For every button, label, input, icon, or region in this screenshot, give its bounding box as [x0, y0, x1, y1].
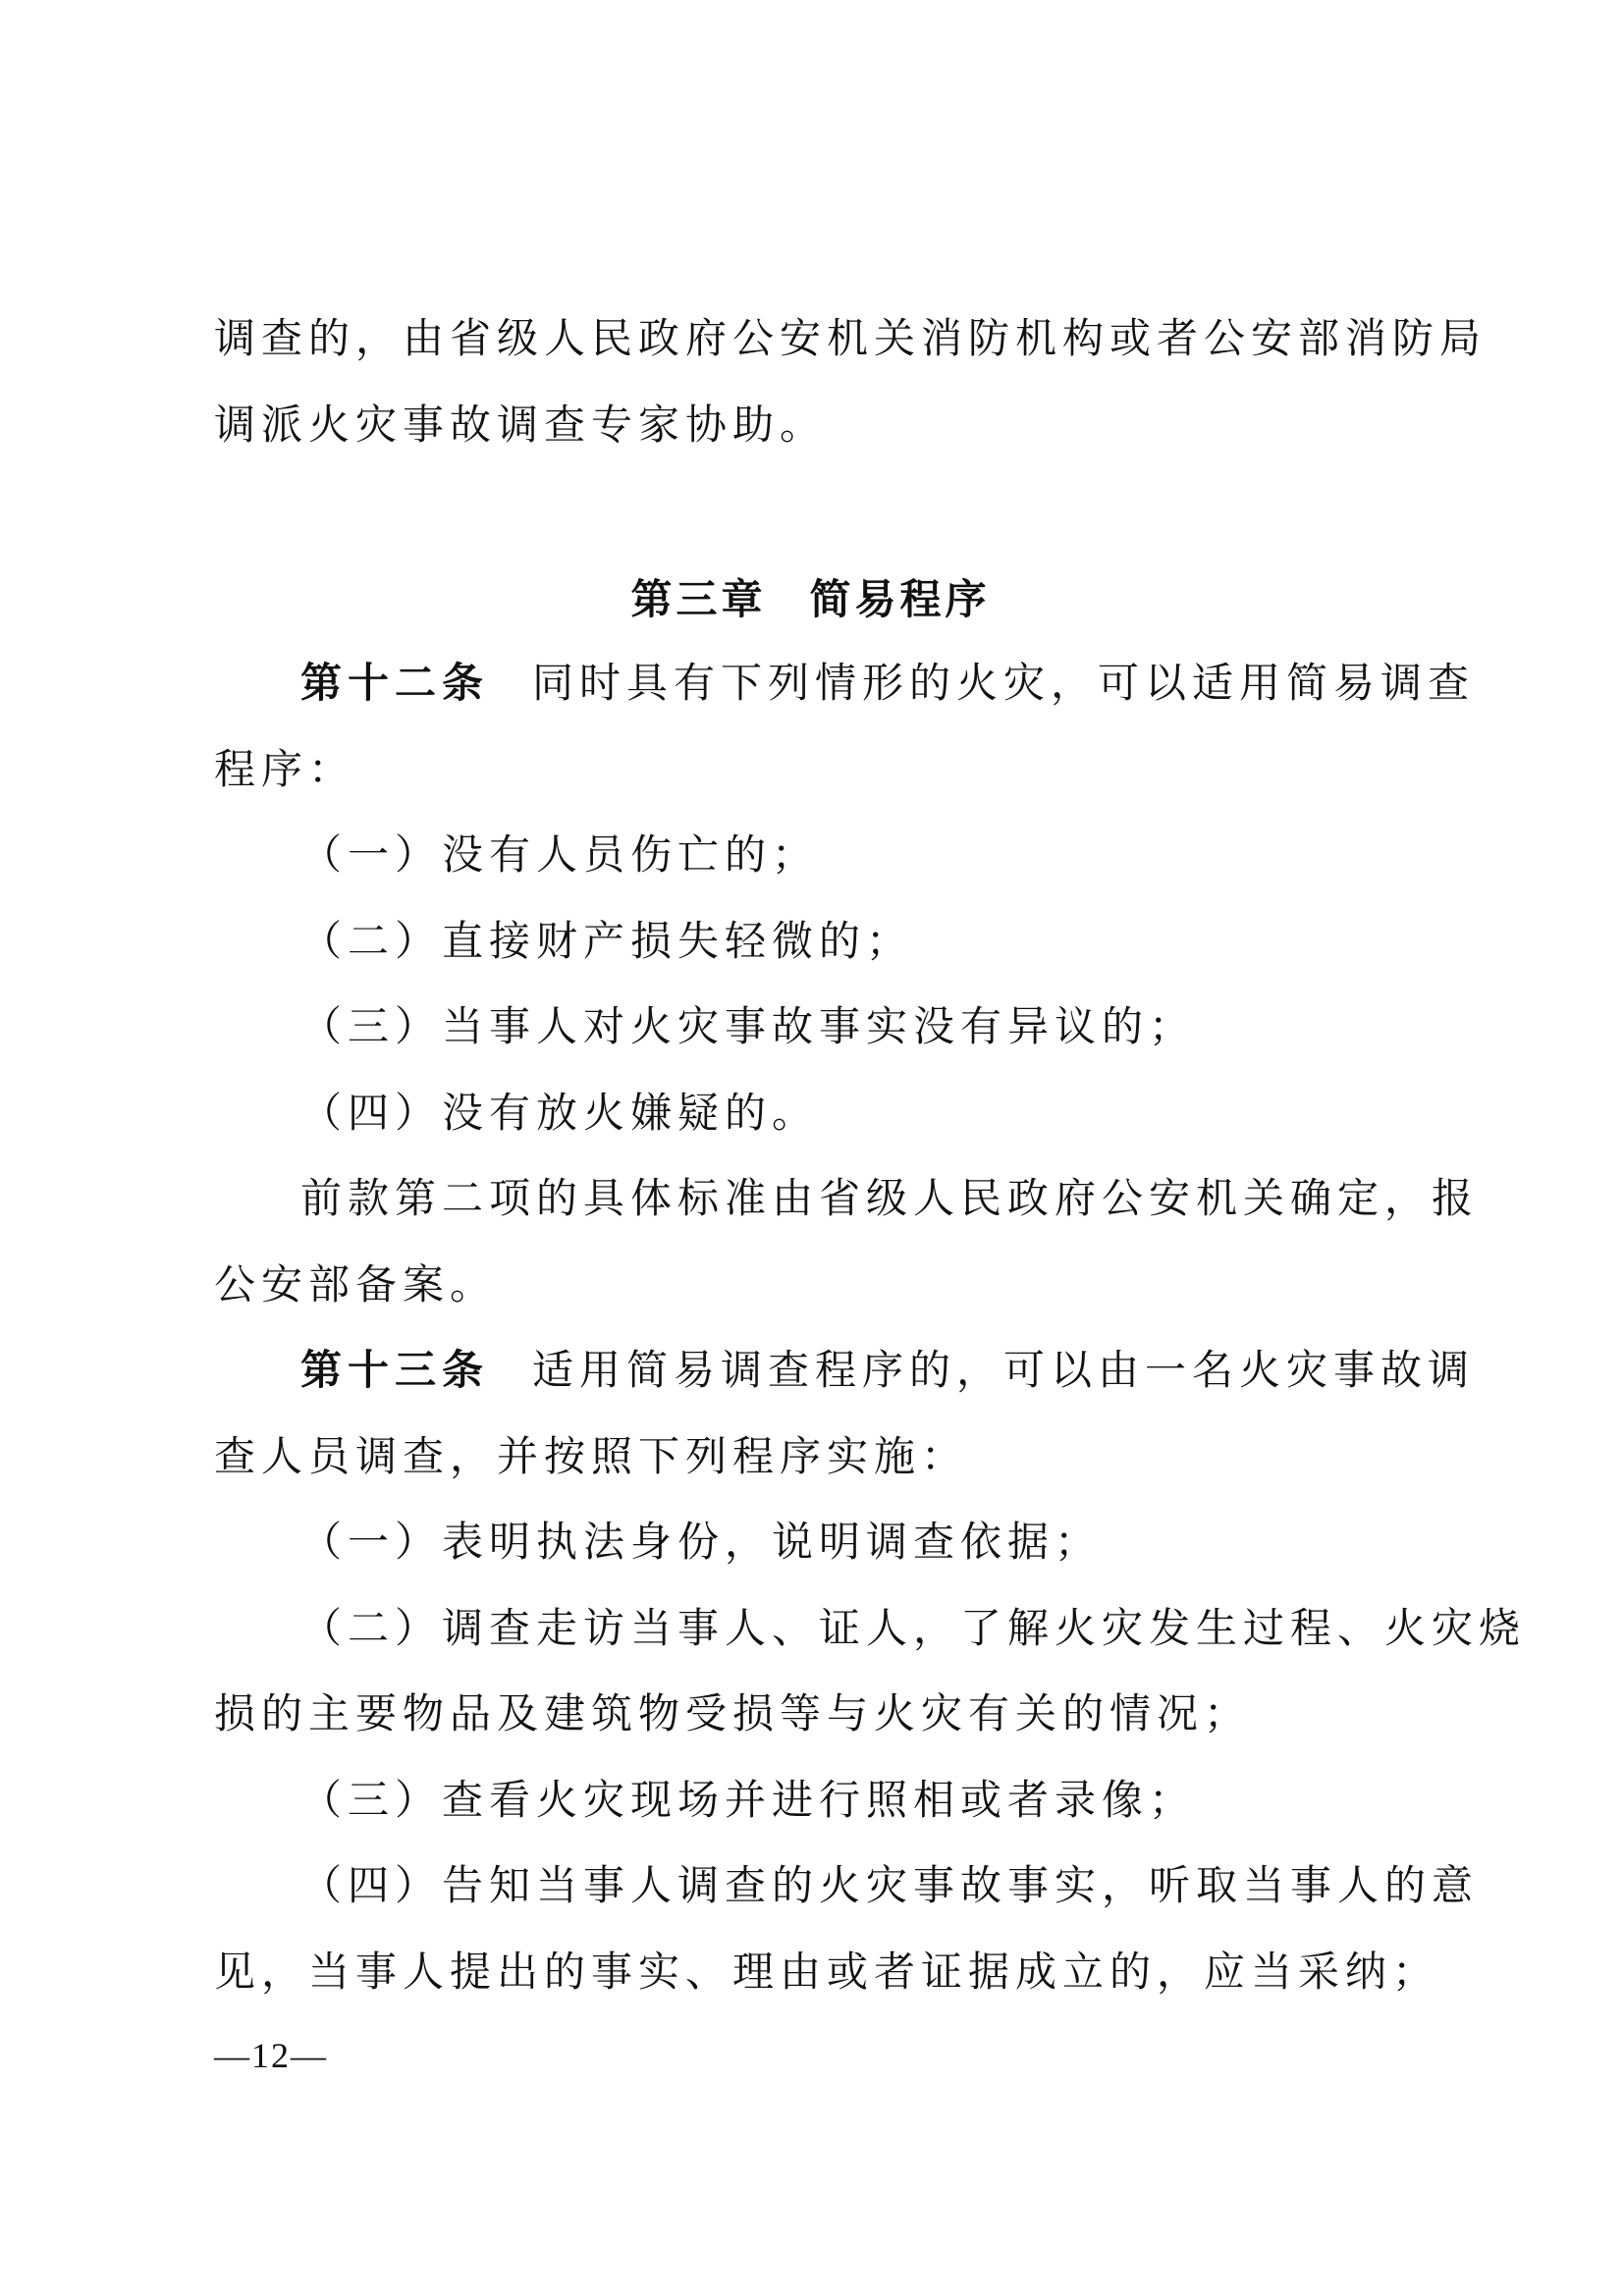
list-item: （四）告知当事人调查的火灾事故事实，听取当事人的意: [300, 1861, 1480, 1909]
chapter-heading: [214, 567, 1407, 626]
paragraph-line: 程序：: [214, 745, 356, 793]
article-13-text: 适用简易调查程序的，可以由一名火灾事故调: [532, 1346, 1476, 1394]
paragraph-line: 调派火灾事故调查专家协助。: [214, 400, 828, 449]
paragraph-line: 见，当事人提出的事实、理由或者证据成立的，应当采纳；: [214, 1948, 1440, 1996]
article-13-label: 第十三条: [300, 1346, 490, 1394]
chapter-title: 简易程序: [809, 575, 991, 623]
article-12-text: 同时具有下列情形的火灾，可以适用简易调查: [532, 659, 1476, 707]
list-item: （三）当事人对火灾事故事实没有异议的；: [300, 1002, 1197, 1050]
list-item: （四）没有放火嫌疑的。: [300, 1089, 820, 1137]
chapter-number: 第三章: [630, 575, 767, 623]
list-item: （一）没有人员伤亡的；: [300, 830, 820, 879]
list-item: （三）查看火灾现场并进行照相或者录像；: [300, 1776, 1197, 1824]
article-12-label: 第十二条: [300, 659, 490, 707]
page-number: —12—: [214, 2036, 328, 2075]
paragraph-line: 调查的，由省级人民政府公安机关消防机构或者公安部消防局: [214, 314, 1488, 362]
list-item: （二）直接财产损失轻微的；: [300, 917, 914, 965]
article-13-line: [300, 1341, 1475, 1400]
paragraph-line: 公安部备案。: [214, 1260, 498, 1308]
paragraph-line: 前款第二项的具体标准由省级人民政府公安机关确定，报: [300, 1174, 1480, 1222]
article-12-line: [300, 654, 1475, 713]
paragraph-line: 损的主要物品及建筑物受损等与火灾有关的情况；: [214, 1689, 1252, 1737]
list-item: （一）表明执法身份，说明调查依据；: [300, 1518, 1103, 1566]
list-item: （二）调查走访当事人、证人，了解火灾发生过程、火灾烧: [300, 1604, 1527, 1652]
paragraph-line: 查人员调查，并按照下列程序实施：: [214, 1432, 969, 1480]
